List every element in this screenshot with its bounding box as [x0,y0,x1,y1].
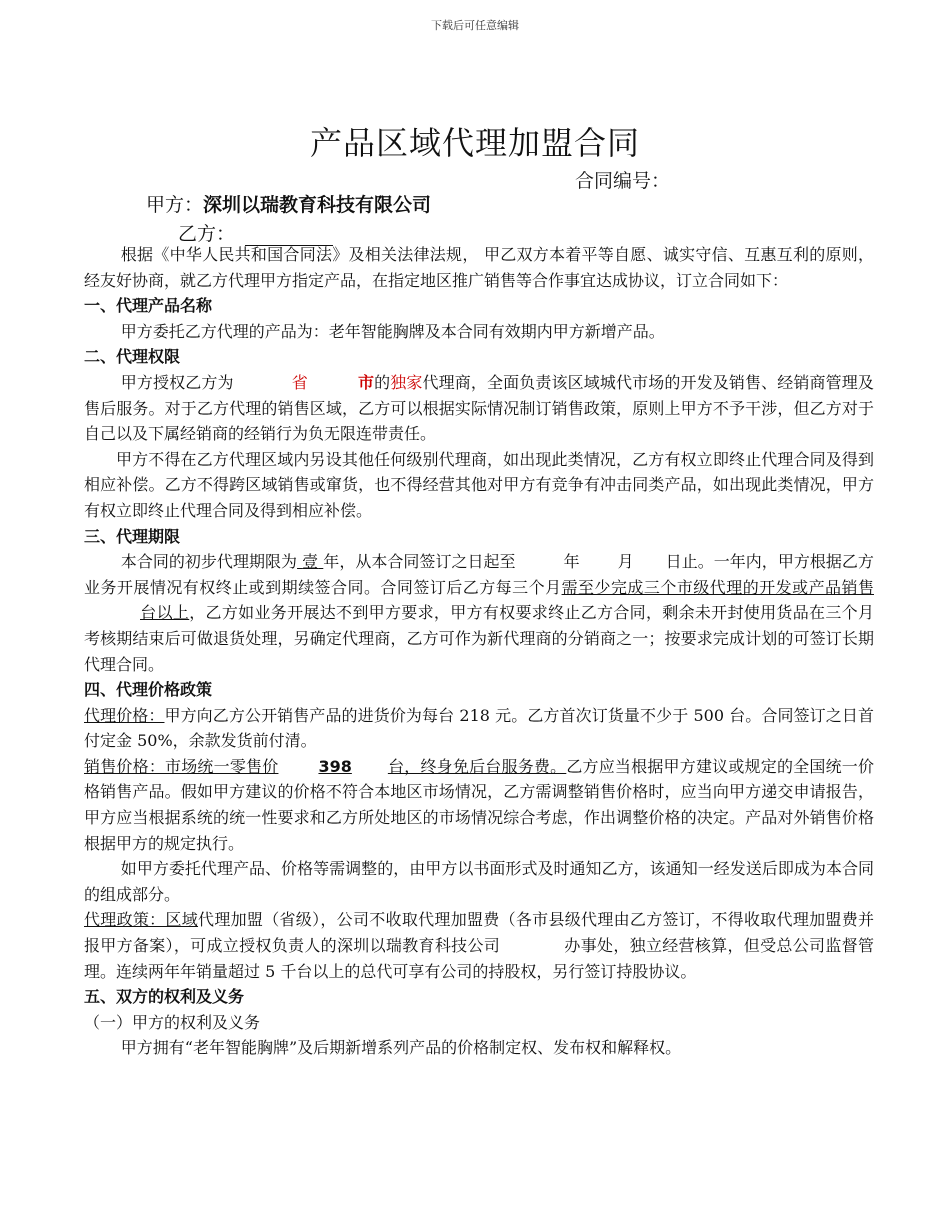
s2-text-a: 甲方授权乙方为 [120,372,234,392]
intro-paragraph: 根据《中华人民共和国合同法》及相关法律法规， 甲乙双方本着平等自愿、诚实守信、互惠互利的原则，经友好协商，就乙方代理甲方指定产品，在指定地区推广销售等合作事宜达成协议，订立合同如下： [84,245,874,290]
section-2-heading: 二、代理权限 [84,347,181,367]
agency-policy-text-2: 办事处，独立经营核算，但受总公司监督管理。连续两年年销量超过 5 千台以上的总代可享有公司的持股权，另行签订持股协议。 [84,936,874,981]
s3-text-3: ，乙方如业务开展达不到甲方要求，甲方有权要求终止乙方合同，剩余未开封使用货品在三个月考核期结束后可做退货处理，另确定代理商，乙方可作为新代理商的分销商之一；按要求完成计划的可签订长期代理合同。 [84,603,874,674]
agency-policy-label: 代理政策：区域 [84,910,199,930]
contract-title: 产品区域代理加盟合同 [309,124,640,162]
city-label: 市 [357,372,375,392]
s2-text-b: 的 [374,372,391,392]
section-2-paragraph-1 [84,370,874,447]
requirement-text: 需至少完成三个市级代理的开发或产品销售台以上 [140,577,874,623]
agency-price-label: 代理价格： [84,705,165,725]
agency-price-text: 甲方向乙方公开销售产品的进货价为每台 218 元。乙方首次订货量不少于 500 台。合同签订之日首付定金 50%，余款发货前付清。 [84,705,874,751]
retail-price-label: 销售价格：市场统一零售价 398 台，终身免后台服务费。 [84,756,567,776]
section-5-text: 甲方拥有“老年智能胸牌”及后期新增系列产品的价格制定权、发布权和解释权。 [120,1038,682,1058]
term-value: 壹 [302,552,319,572]
party-b-label: 乙方： [178,223,236,245]
year-label: 年 [563,552,580,572]
s3-text-2: 年，从本合同签订之日起至 [323,552,516,572]
contract-number-label: 合同编号： [575,170,671,192]
section-2-paragraph-2: 甲方不得在乙方代理区域内另设其他任何级别代理商，如出现此类情况，乙方有权立即终止代理合同及得到相应补偿。乙方不得跨区域销售或窜货，也不得经营其他对甲方有竞争有冲击同类产品，如出现此类情况，甲方有权立即终止代理合同及得到相应补偿。 [84,449,874,520]
day-label: 日止。一年内，甲方根据乙方业务开展情况有权终止或到期续签合同。合同签订后乙方每三个月 [84,552,874,597]
party-a-label: 甲方： [146,194,204,216]
s2-text-c: 代理商，全面负责该区域城代市场的开发及销售、经销商管理及售后服务。对于乙方代理的销售区域，乙方可以根据实际情况制订销售政策，原则上甲方不予干涉，但乙方对于自己以及下属经销商的经销行为负无限连带责任。 [84,372,874,444]
section-5-heading: 五、双方的权利及义务 [84,987,245,1007]
contract-body [84,242,874,1061]
agency-policy-paragraph [84,907,874,984]
section-5-subheading: （一）甲方的权利及义务 [84,1012,261,1032]
month-label: 月 [617,552,634,572]
agency-price-paragraph [84,703,874,754]
section-4-heading: 四、代理价格政策 [84,680,213,700]
exclusive-label: 独家 [390,372,423,392]
retail-price-paragraph [84,754,874,856]
section-3-paragraph [84,549,874,677]
price-adjust-paragraph: 如甲方委托代理产品、价格等需调整的，由甲方以书面形式及时通知乙方，该通知一经发送后即成为本合同的组成部分。 [84,859,874,904]
section-1-heading: 一、代理产品名称 [84,296,213,316]
section-1-text: 甲方委托乙方代理的产品为：老年智能胸牌及本合同有效期内甲方新增产品。 [120,321,665,341]
retail-price-value: 398 [318,756,352,776]
retail-price-text: 乙方应当根据甲方建议或规定的全国统一价格销售产品。假如甲方建议的价格不符合本地区市场情况，乙方需调整销售价格时，应当向甲方递交申请报告，甲方应当根据系统的统一性要求和乙方所处地区的市场情况综合考虑，作出调整价格的决定。产品对外销售价格根据甲方的规定执行。 [84,756,874,853]
s3-text-1: 本合同的初步代理期限为 [120,552,298,572]
page-header-note: 下载后可任意编辑 [431,19,519,32]
party-a-line [146,190,431,217]
agency-policy-text-1: 代理加盟（省级），公司不收取代理加盟费（各市县级代理由乙方签订，不得收取代理加盟费并报甲方备案），可成立授权负责人的深圳以瑞教育科技公司 [84,910,874,956]
party-a-name: 深圳以瑞教育科技有限公司 [203,194,432,216]
province-label: 省 [291,372,308,392]
section-3-heading: 三、代理期限 [84,526,181,546]
